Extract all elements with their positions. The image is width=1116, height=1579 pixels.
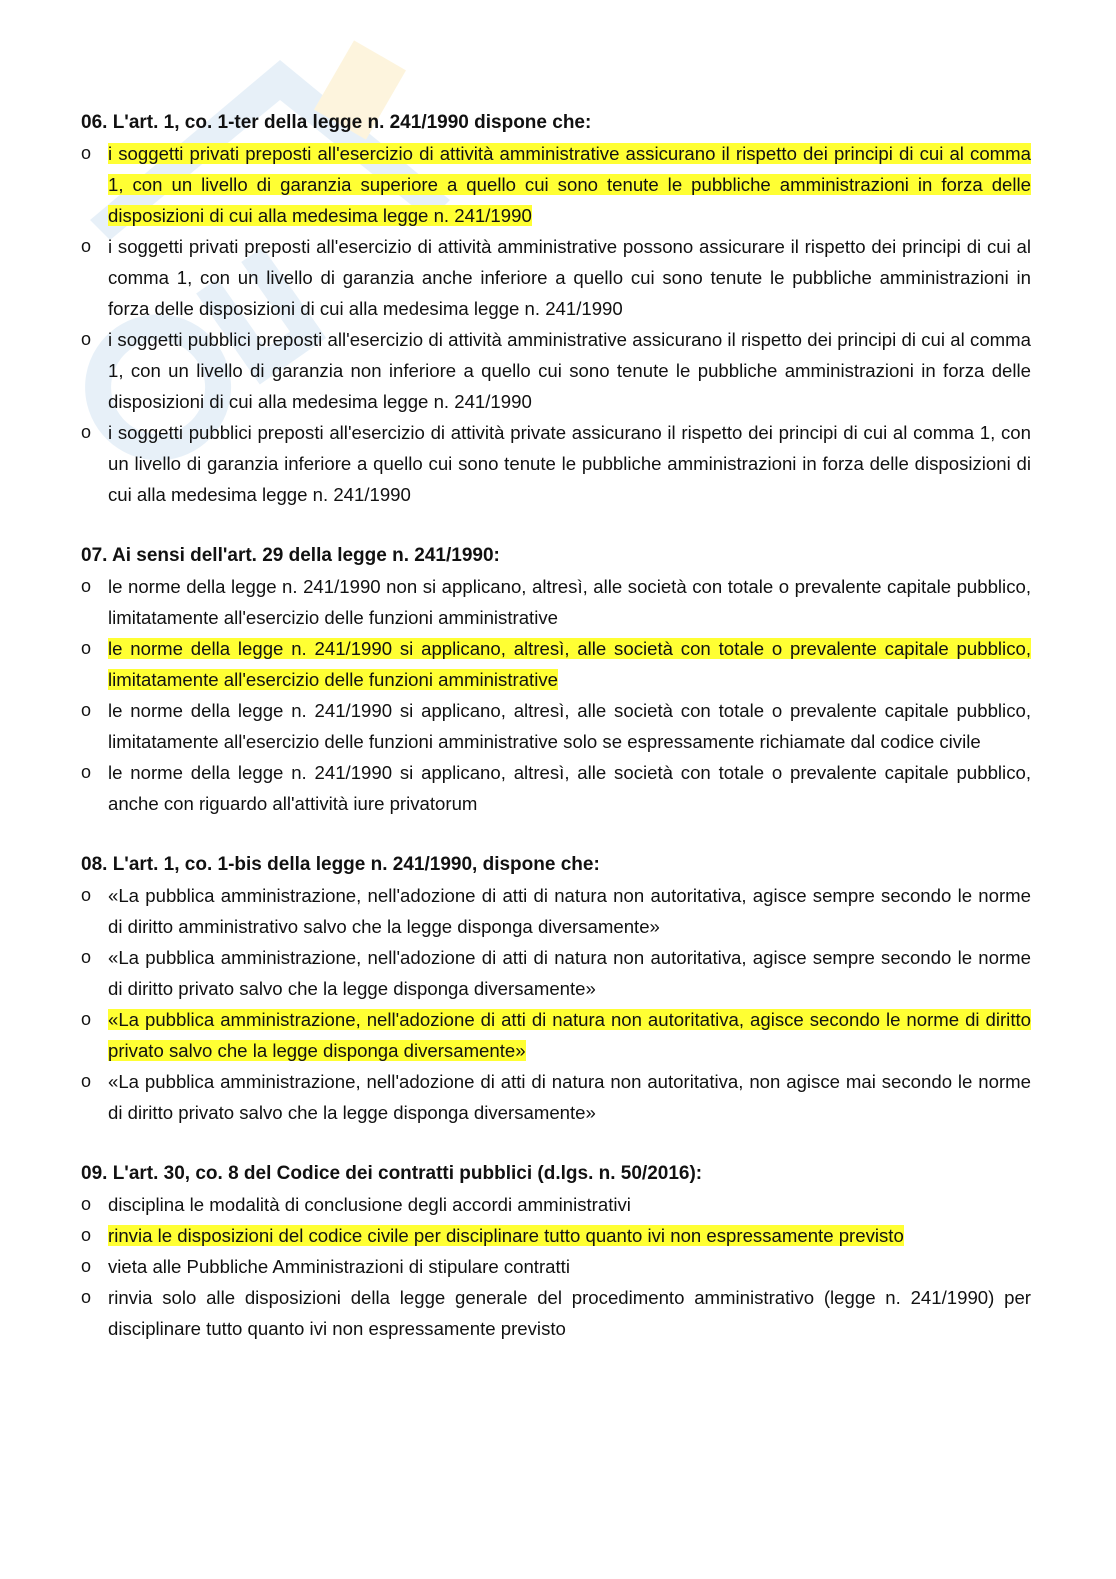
answer-option: [81, 942, 1031, 1004]
answer-text: i soggetti pubblici preposti all'esercizio di attività amministrative assicurano il rispetto dei principi di cui al comma 1, con un livello di garanzia non inferiore a quello cui sono tenute le pubbliche amministrazioni in forza delle disposizioni di cui alla medesima legge n. 241/1990: [108, 329, 1031, 412]
circle-bullet-icon: o: [81, 1009, 92, 1029]
answer-option: [81, 1251, 1031, 1282]
answer-text: rinvia solo alle disposizioni della legge generale del procedimento amministrativo (legge n. 241/1990) per disciplinare tutto quanto ivi non espressamente previsto: [108, 1287, 1031, 1339]
question-title: 08. L'art. 1, co. 1-bis della legge n. 241/1990, dispone che:: [81, 854, 600, 875]
answer-options: [81, 880, 1031, 1128]
answer-options: [81, 571, 1031, 819]
answer-option: [81, 695, 1031, 757]
answer-option: [81, 231, 1031, 324]
question-08: [81, 849, 1031, 1128]
answer-option: [81, 571, 1031, 633]
circle-bullet-icon: o: [81, 422, 92, 442]
question-07: [81, 540, 1031, 819]
answer-text: i soggetti privati preposti all'esercizio di attività amministrative possono assicurare il rispetto dei principi di cui al comma 1, con un livello di garanzia anche inferiore a quello cui sono tenute le pubbliche amministrazioni in forza delle disposizioni di cui alla medesima legge n. 241/1990: [108, 236, 1031, 319]
circle-bullet-icon: o: [81, 143, 92, 163]
document-page: [81, 107, 1031, 1374]
answer-text: i soggetti pubblici preposti all'esercizio di attività private assicurano il rispetto dei principi di cui al comma 1, con un livello di garanzia inferiore a quello cui sono tenute le pubbliche amministrazioni in forza delle disposizioni di cui alla medesima legge n. 241/1990: [108, 422, 1031, 505]
circle-bullet-icon: o: [81, 1256, 92, 1276]
answer-text-highlighted: «La pubblica amministrazione, nell'adozione di atti di natura non autoritativa, agisce secondo le norme di diritto privato salvo che la legge disponga diversamente»: [108, 1009, 1031, 1061]
answer-option: [81, 1004, 1031, 1066]
answer-text: «La pubblica amministrazione, nell'adozione di atti di natura non autoritativa, non agisce mai secondo le norme di diritto privato salvo che la legge disponga diversamente»: [108, 1071, 1031, 1123]
answer-option: [81, 1220, 1031, 1251]
answer-option: [81, 1066, 1031, 1128]
question-title: 07. Ai sensi dell'art. 29 della legge n. 241/1990:: [81, 545, 500, 566]
circle-bullet-icon: o: [81, 947, 92, 967]
answer-option: [81, 324, 1031, 417]
answer-text: «La pubblica amministrazione, nell'adozione di atti di natura non autoritativa, agisce sempre secondo le norme di diritto privato salvo che la legge disponga diversamente»: [108, 947, 1031, 999]
circle-bullet-icon: o: [81, 1194, 92, 1214]
circle-bullet-icon: o: [81, 885, 92, 905]
answer-text-highlighted: rinvia le disposizioni del codice civile per disciplinare tutto quanto ivi non espressamente previsto: [108, 1225, 904, 1246]
question-title: 09. L'art. 30, co. 8 del Codice dei contratti pubblici (d.lgs. n. 50/2016):: [81, 1163, 703, 1184]
circle-bullet-icon: o: [81, 1287, 92, 1307]
circle-bullet-icon: o: [81, 1225, 92, 1245]
circle-bullet-icon: o: [81, 700, 92, 720]
circle-bullet-icon: o: [81, 576, 92, 596]
circle-bullet-icon: o: [81, 762, 92, 782]
answer-text: le norme della legge n. 241/1990 si applicano, altresì, alle società con totale o prevalente capitale pubblico, limitatamente all'esercizio delle funzioni amministrative solo se espressamente richiamate dal codice civile: [108, 700, 1031, 752]
answer-text: le norme della legge n. 241/1990 non si applicano, altresì, alle società con totale o prevalente capitale pubblico, limitatamente all'esercizio delle funzioni amministrative: [108, 576, 1031, 628]
answer-option: [81, 138, 1031, 231]
answer-option: [81, 633, 1031, 695]
circle-bullet-icon: o: [81, 236, 92, 256]
question-09: [81, 1158, 1031, 1344]
answer-option: [81, 757, 1031, 819]
circle-bullet-icon: o: [81, 1071, 92, 1091]
answer-option: [81, 417, 1031, 510]
answer-text: «La pubblica amministrazione, nell'adozione di atti di natura non autoritativa, agisce sempre secondo le norme di diritto amministrativo salvo che la legge disponga diversamente»: [108, 885, 1031, 937]
question-06: [81, 107, 1031, 510]
circle-bullet-icon: o: [81, 329, 92, 349]
answer-text: le norme della legge n. 241/1990 si applicano, altresì, alle società con totale o prevalente capitale pubblico, anche con riguardo all'attività iure privatorum: [108, 762, 1031, 814]
circle-bullet-icon: o: [81, 638, 92, 658]
answer-text: vieta alle Pubbliche Amministrazioni di stipulare contratti: [108, 1256, 570, 1277]
answer-text-highlighted: i soggetti privati preposti all'esercizio di attività amministrative assicurano il rispetto dei principi di cui al comma 1, con un livello di garanzia superiore a quello cui sono tenute le pubbliche amministrazioni in forza delle disposizioni di cui alla medesima legge n. 241/1990: [108, 143, 1031, 226]
answer-text-highlighted: le norme della legge n. 241/1990 si applicano, altresì, alle società con totale o prevalente capitale pubblico, limitatamente all'esercizio delle funzioni amministrative: [108, 638, 1031, 690]
answer-options: [81, 1189, 1031, 1344]
answer-text: disciplina le modalità di conclusione degli accordi amministrativi: [108, 1194, 631, 1215]
answer-options: [81, 138, 1031, 510]
question-title: 06. L'art. 1, co. 1-ter della legge n. 241/1990 dispone che:: [81, 112, 592, 133]
answer-option: [81, 1282, 1031, 1344]
answer-option: [81, 880, 1031, 942]
answer-option: [81, 1189, 1031, 1220]
